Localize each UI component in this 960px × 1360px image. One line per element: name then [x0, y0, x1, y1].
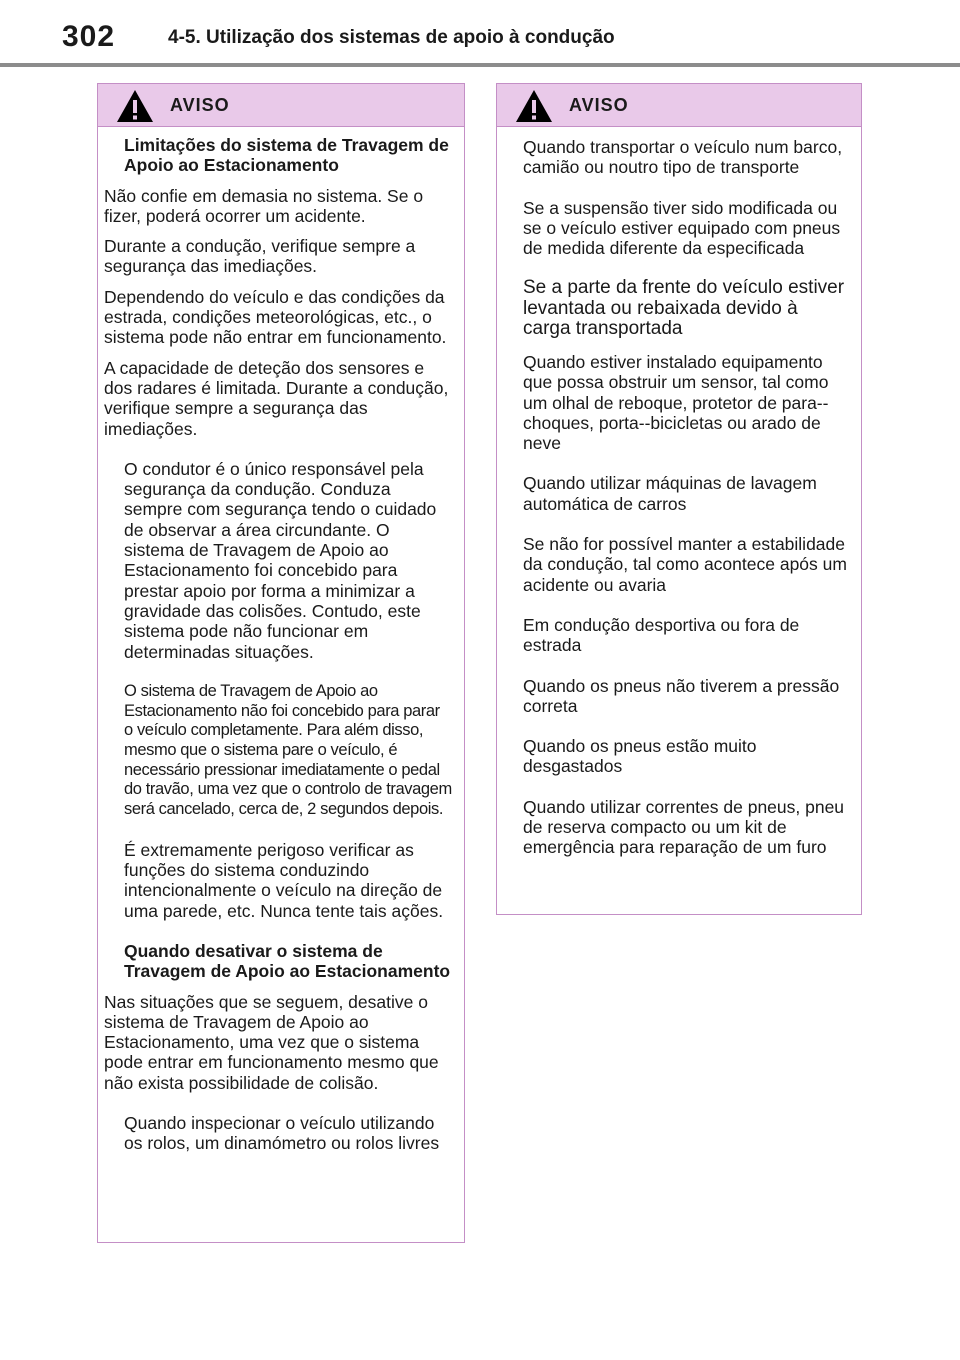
warning-triangle-icon [515, 89, 553, 123]
list-item: Quando estiver instalado equipamento que possa obstruir um sensor, tal como um olhal de reboque, protetor de para--choques, porta--bicicletas ou arado de neve [523, 351, 829, 454]
list-item: É extremamente perigoso verificar as funções do sistema conduzindo intencionalmente o veículo na direção de uma parede, etc. Nunca tente tais ações. [124, 839, 444, 921]
warning-triangle-icon [116, 89, 154, 123]
warning-box-body [98, 127, 464, 1154]
paragraph: Não confie em demasia no sistema. Se o fizer, poderá ocorrer um acidente. [104, 185, 424, 226]
paragraph: Durante a condução, verifique sempre a segurança das imediações. [104, 236, 416, 277]
warning-title: AVISO [170, 95, 230, 115]
paragraph: Nas situações que se seguem, desative o sistema de Travagem de Apoio ao Estacionamento, uma vez que o sistema pode entrar em funcionamento mesmo que não exista possibilidade de colisão. [104, 991, 439, 1093]
subheading-limitations: Limitações do sistema de Travagem de Apoio ao Estacionamento [124, 135, 449, 176]
warning-box-body [497, 127, 861, 858]
warning-box-left [97, 83, 465, 1243]
warning-box-right [496, 83, 862, 915]
list-item: Quando transportar o veículo num barco, camião ou noutro tipo de transporte [523, 137, 843, 178]
warning-box-header [98, 84, 464, 127]
list-item: Em condução desportiva ou fora de estrada [523, 614, 800, 656]
list-item: Se a suspensão tiver sido modificada ou se o veículo estiver equipado com pneus de medida diferente da especificada [523, 197, 841, 259]
list-item: Quando utilizar máquinas de lavagem automática de carros [523, 473, 817, 514]
paragraph: A capacidade de deteção dos sensores e dos radares é limitada. Durante a condução, verifique sempre a segurança das imediações. [104, 357, 449, 439]
list-item: Quando inspecionar o veículo utilizando os rolos, um dinamómetro ou rolos livres [124, 1113, 440, 1154]
header-divider [0, 63, 960, 67]
list-item: O sistema de Travagem de Apoio ao Estacionamento não foi concebido para parar o veículo completamente. Para além disso, mesmo que o sistema pare o veículo, é necessário pressionar imediatamente o pedal do travão, uma vez que o controlo de travagem será cancelado, cerca de, 2 segundos depois. [124, 681, 452, 819]
list-item: Quando utilizar correntes de pneus, pneu de reserva compacto ou um kit de emergência para reparação de um furo [523, 796, 845, 858]
list-item: O condutor é o único responsável pela segurança da condução. Conduza sempre com segurança tendo o cuidado de observar a área circundante. O sistema de Travagem de Apoio ao Estacionamento foi concebido para prestar apoio por forma a minimizar a gravidade das colisões. Contudo, este sistema pode não funcionar em determinadas situações. [124, 458, 437, 662]
list-item: Quando os pneus estão muito desgastados [523, 736, 757, 777]
subheading-deactivate: Quando desativar o sistema de Travagem de Apoio ao Estacionamento [124, 940, 451, 982]
section-title: 4-5. Utilização dos sistemas de apoio à condução [168, 27, 615, 48]
page-number: 302 [62, 20, 116, 53]
list-item: Se a parte da frente do veículo estiver levantada ou rebaixada devido à carga transportada [523, 277, 845, 340]
list-item: Se não for possível manter a estabilidade da condução, tal como acontece após um acidente ou avaria [523, 534, 847, 595]
paragraph: Dependendo do veículo e das condições da estrada, condições meteorológicas, etc., o sistema pode não entrar em funcionamento. [104, 286, 447, 348]
warning-box-header [497, 84, 861, 127]
list-item: Quando os pneus não tiverem a pressão correta [523, 675, 840, 716]
page-header [0, 0, 960, 70]
warning-title: AVISO [569, 95, 629, 115]
